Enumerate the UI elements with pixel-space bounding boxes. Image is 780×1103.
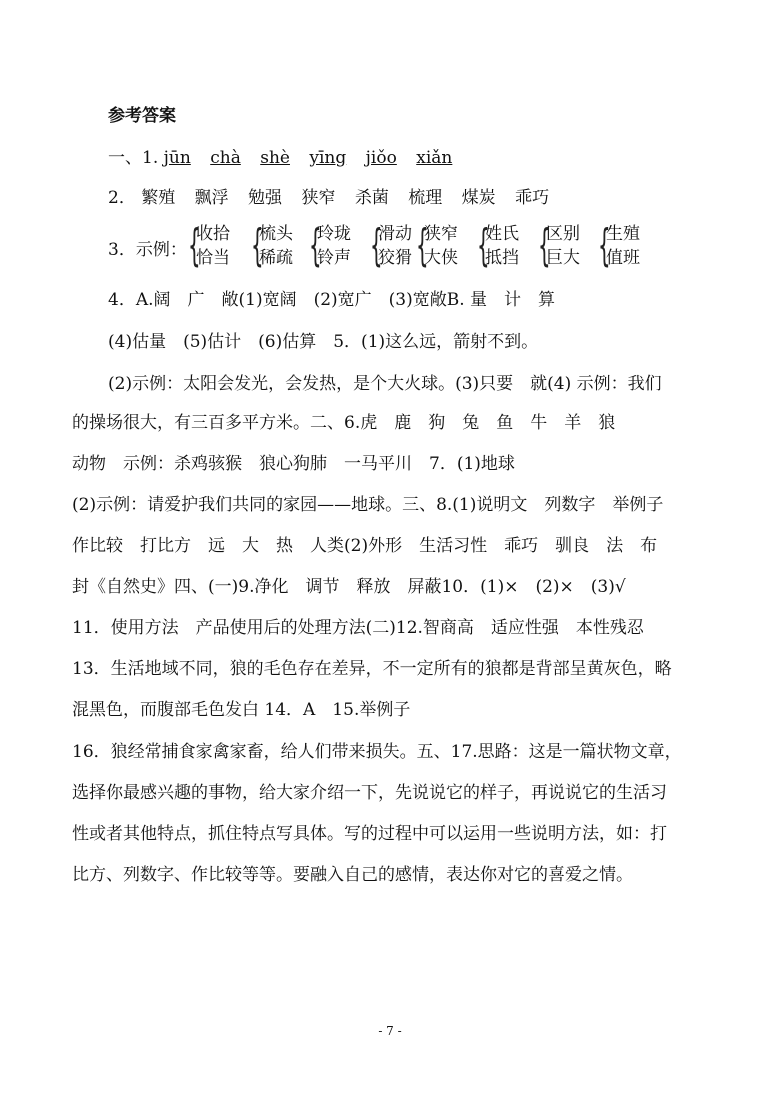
- brace-icon: {: [251, 220, 264, 271]
- word-item: 飘浮: [194, 188, 229, 208]
- pinyin-item: jūn: [163, 148, 191, 168]
- answer-line-2: [108, 186, 563, 210]
- answer-line: 性或者其他特点，抓住特点写具体。写的过程中可以运用一些说明方法，如：打: [72, 824, 667, 844]
- answer-prefix: 3．示例：: [108, 240, 187, 260]
- word-pair-top: 收拾: [196, 224, 230, 244]
- word-pair: [477, 220, 519, 271]
- answer-line: 11．使用方法 产品使用后的处理方法(二)12.智商高 适应性强 本性残忍: [72, 618, 644, 638]
- word-pair-bottom: 恰当: [196, 248, 230, 268]
- word-pair-bottom: 铃声: [317, 248, 351, 268]
- answer-line: 4．A.阔 广 敞(1)宽阔 (2)宽广 (3)宽敞B. 量 计 算: [108, 290, 556, 310]
- answer-prefix: 一、1.: [108, 148, 159, 168]
- word-pair-bottom: 稀疏: [259, 248, 293, 268]
- page-title: 参考答案: [108, 106, 176, 126]
- word-pair-bottom: 狡猾: [378, 248, 412, 268]
- word-pair-bottom: 大侠: [424, 248, 458, 268]
- word-pair-top: 姓氏: [485, 224, 519, 244]
- word-item: 繁殖: [141, 188, 176, 208]
- word-pair-top: 梳头: [259, 224, 293, 244]
- pinyin-item: jiǒo: [365, 148, 397, 168]
- answer-line: 16．狼经常捕食家禽家畜，给人们带来损失。五、17.思路：这是一篇状物文章，: [72, 742, 682, 762]
- brace-icon: {: [188, 220, 201, 271]
- answer-line: 封《自然史》四、(一)9.净化 调节 释放 屏蔽10．(1)× (2)× (3)√: [72, 577, 626, 597]
- word-pair-top: 玲珑: [317, 224, 351, 244]
- word-item: 狭窄: [301, 188, 336, 208]
- answer-line: 比方、列数字、作比较等等。要融入自己的感情，表达你对它的喜爱之情。: [72, 865, 633, 885]
- word-pair-top: 区别: [546, 224, 580, 244]
- word-pair-top: 狭窄: [424, 224, 458, 244]
- brace-icon: {: [370, 220, 383, 271]
- word-item: 勉强: [248, 188, 283, 208]
- pinyin-item: shè: [260, 148, 290, 168]
- word-pair: [416, 220, 458, 271]
- brace-icon: {: [309, 220, 322, 271]
- brace-icon: {: [416, 220, 429, 271]
- answer-line: 选择你最感兴趣的事物，给大家介绍一下，先说说它的样子，再说说它的生活习: [72, 783, 667, 803]
- word-pair: [538, 220, 580, 271]
- word-pair: [309, 220, 351, 271]
- word-item: 杀菌: [354, 188, 389, 208]
- word-pair: [188, 220, 230, 271]
- word-pair-bottom: 巨大: [546, 248, 580, 268]
- answer-line: (4)估量 (5)估计 (6)估算 5．(1)这么远，箭射不到。: [108, 332, 539, 352]
- word-pair: [370, 220, 412, 271]
- word-item: 乖巧: [515, 188, 550, 208]
- answer-line: 的操场很大，有三百多平方米。二、6.虎 鹿 狗 兔 鱼 牛 羊 狼: [72, 413, 616, 433]
- answer-line: 混黑色，而腹部毛色发白 14．A 15.举例子: [72, 700, 411, 720]
- word-pair: [598, 220, 640, 271]
- word-pair-top: 生殖: [606, 224, 640, 244]
- pinyin-item: yīng: [309, 148, 347, 168]
- answer-line: 13．生活地域不同，狼的毛色存在差异，不一定所有的狼都是背部呈黄灰色，略: [72, 659, 672, 679]
- pinyin-item: chà: [210, 148, 241, 168]
- brace-icon: {: [477, 220, 490, 271]
- word-pair-bottom: 值班: [606, 248, 640, 268]
- word-pair-top: 滑动: [378, 224, 412, 244]
- word-item: 梳理: [408, 188, 443, 208]
- pinyin-item: xiǎn: [416, 148, 453, 168]
- answer-line-1: [108, 146, 466, 170]
- word-pair: [251, 220, 293, 271]
- brace-icon: {: [598, 220, 611, 271]
- page-number: - 7 -: [378, 1024, 402, 1038]
- answer-line: 动物 示例：杀鸡骇猴 狼心狗肺 一马平川 7．(1)地球: [72, 454, 515, 474]
- word-pair-bottom: 抵挡: [485, 248, 519, 268]
- word-item: 煤炭: [461, 188, 496, 208]
- answer-line: 作比较 打比方 远 大 热 人类(2)外形 生活习性 乖巧 驯良 法 布: [72, 536, 658, 556]
- answer-line: (2)示例：太阳会发光，会发热，是个大火球。(3)只要 就(4) 示例：我们: [108, 374, 662, 394]
- answer-prefix: 2．: [108, 188, 136, 208]
- brace-icon: {: [538, 220, 551, 271]
- answer-line: (2)示例：请爱护我们共同的家园——地球。三、8.(1)说明文 列数字 举例子: [72, 495, 664, 515]
